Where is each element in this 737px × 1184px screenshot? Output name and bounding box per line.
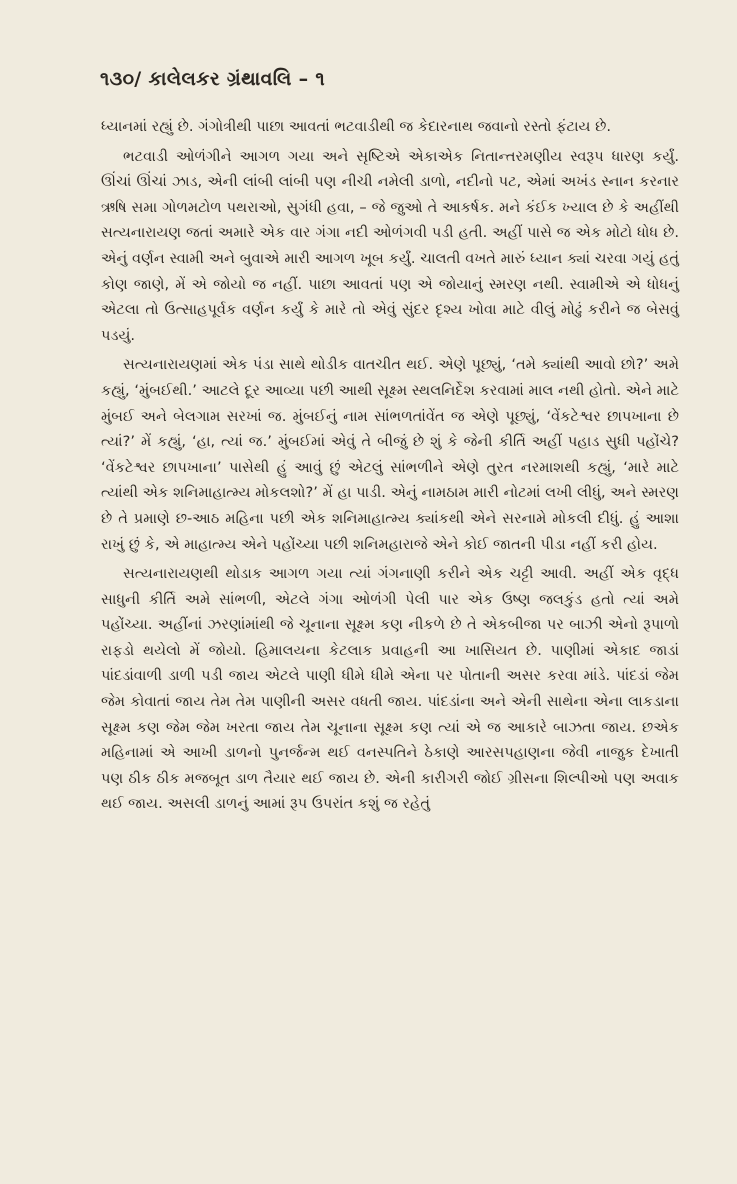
paragraph-2: ભટવાડી ઓળંગીને આગળ ગયા અને સૃષ્ટિએ એકાએક નિતાન્તરમણીય સ્વરૂપ ધારણ કર્યું. ઊંચાં ઊંચાં ઝાડ, એની લાંબી લાંબી પણ નીચી નમેલી ડાળો, નદીનો પટ, એમાં અખંડ સ્નાન કરનાર ઋષિ સમા ગોળમટોળ પથરાઓ, સુગંધી હવા, – જે જુઓ તે આકર્ષક. મને કંઈક ખ્યાલ છે કે અહીંથી સત્યનારાયણ જતાં અમારે એક વાર ગંગા નદી ઓળંગવી પડી હતી. અહીં પાસે જ એક મોટો ધોધ છે. એનું વર્ણન સ્વામી અને બુવાએ મારી આગળ ખૂબ કર્યું. ચાલતી વખતે મારું ધ્યાન ક્યાં ચરવા ગયું હતું કોણ જાણે, મેં એ જોયો જ નહીં. પાછા આવતાં પણ એ જોયાનું સ્મરણ નથી. સ્વામીએ એ ધોધનું એટલા તો ઉત્સાહપૂર્વક વર્ણન કર્યું કે મારે તો એવું સુંદર દૃશ્ય ખોવા માટે વીલું મોઢું કરીને જ બેસવું પડયું. [101,147,679,344]
body-text [101,114,679,817]
paragraph-3: સત્યનારાયણમાં એક પંડા સાથે થોડીક વાતચીત થઈ. એણે પૂછ્યું, ‘તમે ક્યાંથી આવો છો?’ અમે કહ્યું, ‘મુંબઈથી.’ આટલે દૂર આવ્યા પછી આથી સૂક્ષ્મ સ્થલનિર્દેશ કરવામાં માલ નથી હોતો. એને માટે મુંબઈ અને બેલગામ સરખાં જ. મુંબઈનું નામ સાંભળતાંવેંત જ એણે પૂછ્યું, ‘વેંકટેશ્વર છાપખાના છે ત્યાં?’ મેં કહ્યું, ‘હા, ત્યાં જ.’ મુંબઈમાં એવું તે બીજું છે શું કે જેની કીર્તિ અહીં પહાડ સુધી પહોંચે? ‘વેંકટેશ્વર છાપખાના’ પાસેથી હું આવું છું એટલું સાંભળીને એણે તુરત નરમાશથી કહ્યું, ‘મારે માટે ત્યાંથી એક શનિમાહાત્મ્ય મોકલશો?’ મેં હા પાડી. એનું નામઠામ મારી નોટમાં લખી લીધું, અને સ્મરણ છે તે પ્રમાણે છ-આઠ મહિના પછી એક શનિમાહાત્મ્ય ક્યાંકથી એને સરનામે મોકલી દીધું. હું આશા રાખું છું કે, એ માહાત્મ્ય એને પહોંચ્યા પછી શનિમહારાજે એને કોઈ જાતની પીડા નહીં કરી હોય. [101,356,679,553]
paragraph-4: સત્યનારાયણથી થોડાક આગળ ગયા ત્યાં ગંગનાણી કરીને એક ચટ્ટી આવી. અહીં એક વૃદ્ધ સાધુની કીર્તિ અમે સાંભળી, એટલે ગંગા ઓળંગી પેલી પાર એક ઉષ્ણ જલકુંડ હતો ત્યાં અમે પહોંચ્યા. અહીંનાં ઝરણાંમાંથી જે ચૂનાના સૂક્ષ્મ કણ નીકળે છે તે એકબીજા પર બાઝી એનો રૂપાળો રાફડો થયેલો મેં જોયો. હિમાલયના કેટલાક પ્રવાહની આ ખાસિયત છે. પાણીમાં એકાદ જાડાં પાંદડાંવાળી ડાળી પડી જાય એટલે પાણી ધીમે ધીમે એના પર પોતાની અસર કરવા માંડે. પાંદડાં જેમ જેમ કોવાતાં જાય તેમ તેમ પાણીની અસર વધતી જાય. પાંદડાંના અને એની સાથેના એના લાકડાના સૂક્ષ્મ કણ જેમ જેમ ખરતા જાય તેમ ચૂનાના સૂક્ષ્મ કણ ત્યાં એ જ આકારે બાઝતા જાય. છએક મહિનામાં એ આખી ડાળનો પુનર્જન્મ થઈ વનસ્પતિને ઠેકાણે આરસપહાણના જેવી નાજુક દેખાતી પણ ઠીક ઠીક મજબૂત ડાળ તૈયાર થઈ જાય છે. એની કારીગરી જોઈ ગ્રીસના શિલ્પીઓ પણ અવાક થઈ જાય. અસલી ડાળનું આમાં રૂપ ઉપરાંત કશું જ રહેતું [101,565,679,813]
running-header: ૧૩૦/ કાલેલકર ગ્રંથાવલિ – ૧ [100,68,325,90]
paragraph-1: ધ્યાનમાં રહ્યું છે. ગંગોત્રીથી પાછા આવતાં ભટવાડીથી જ કેદારનાથ જવાનો રસ્તો ફંટાય છે. [101,118,612,135]
